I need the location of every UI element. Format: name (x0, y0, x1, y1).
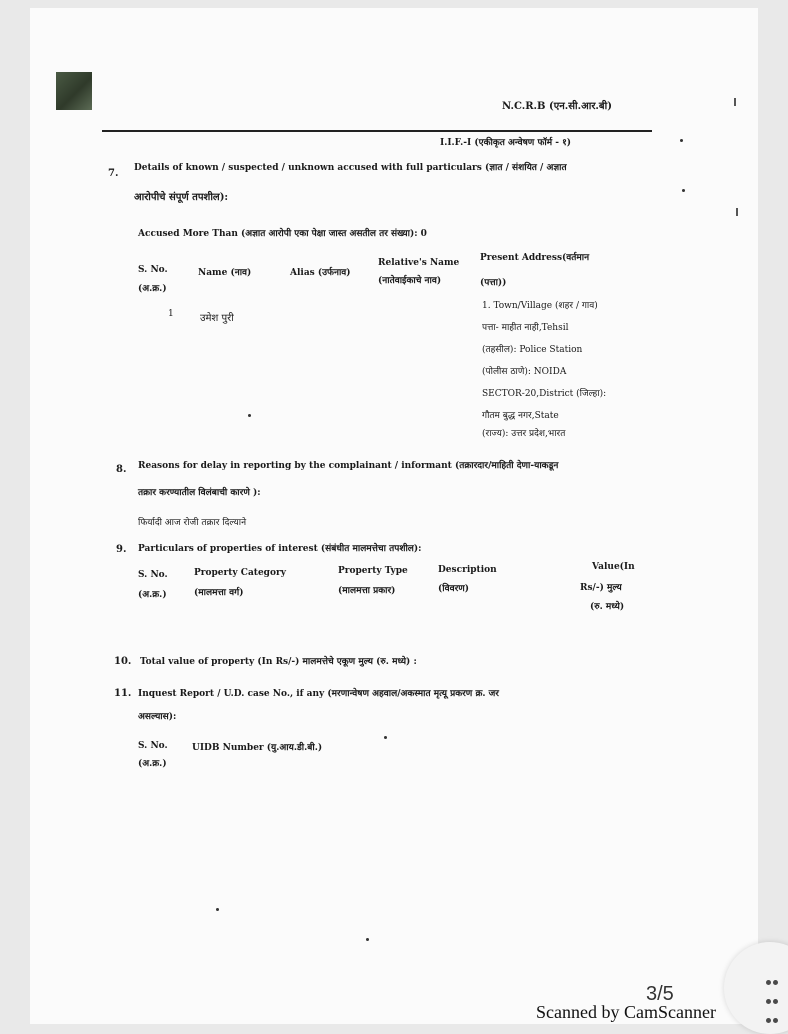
s7-address-line: (राज्य): उत्तर प्रदेश,भारत (482, 429, 566, 439)
section9-number: 9. (116, 544, 127, 555)
s9-col-description-mr: (विवरण) (438, 584, 470, 594)
section11-heading-line2: असल्यास): (138, 712, 177, 722)
s11-col-uidb: UIDB Number (यु.आय.डी.बी.) (192, 743, 323, 753)
section10-text: Total value of property (In Rs/-) मालमत्तेचे एकूण मुल्य (रु. मध्ये) : (140, 657, 417, 667)
section8-heading-line2: तक्रार करण्यातील विलंबाची कारणे ): (138, 488, 261, 498)
s9-col-sno: S. No. (138, 570, 168, 580)
page-indicator: 3/5 (646, 983, 674, 1005)
speck (216, 908, 219, 911)
form-code: I.I.F.-I (एकीकृत अन्वेषण फॉर्म - १) (440, 138, 572, 148)
margin-mark (736, 208, 738, 216)
s9-col-category: Property Category (194, 568, 286, 578)
accused-more-than: Accused More Than (अज्ञात आरोपी एका पेक्षा जास्त असतील तर संख्या): 0 (138, 229, 427, 239)
s11-col-sno: S. No. (138, 741, 168, 751)
corner-stamp (56, 72, 92, 110)
speck (680, 139, 683, 142)
s7-col-sno: S. No. (138, 265, 168, 275)
s7-row-sno: 1 (168, 309, 174, 319)
s9-col-value: Value(In (592, 562, 635, 572)
s9-col-description: Description (438, 565, 497, 575)
s7-address-line: पत्ता- माहीत नाही,Tehsil (482, 323, 569, 333)
s7-row-name: उमेश पुरी (200, 313, 234, 324)
scanned-by-watermark: Scanned by CamScanner (536, 1002, 716, 1022)
section8-number: 8. (116, 464, 127, 475)
s7-address-line: गौतम बुद्ध नगर,State (482, 411, 559, 421)
section10-number: 10. (114, 656, 132, 667)
speck (366, 938, 369, 941)
s9-col-type-mr: (मालमत्ता प्रकार) (338, 586, 396, 596)
s7-address-line: 1. Town/Village (शहर / गाव) (482, 301, 598, 311)
s11-col-sno-mr: (अ.क्र.) (138, 759, 167, 769)
s7-col-sno-mr: (अ.क्र.) (138, 284, 167, 294)
speck (248, 414, 251, 417)
speck (384, 736, 387, 739)
speck (682, 189, 685, 192)
header-rule (102, 130, 652, 132)
s9-col-value-l2: Rs/-) मुल्य (580, 583, 622, 593)
s9-col-type: Property Type (338, 566, 408, 576)
s7-address-line: (तहसील): Police Station (482, 345, 583, 355)
section11-number: 11. (114, 688, 132, 699)
s7-col-alias: Alias (उर्फनाव) (290, 268, 351, 278)
margin-mark (734, 98, 736, 106)
section7-heading-line1: Details of known / suspected / unknown accused with full particulars (ज्ञात / संशयित / अज्ञात (134, 163, 567, 173)
section9-heading: Particulars of properties of interest (संबंधीत मालमत्तेचा तपशील): (138, 544, 422, 554)
s7-col-address: Present Address(वर्तमान (480, 253, 590, 263)
s7-col-relative: Relative's Name (378, 258, 460, 268)
section8-heading-line1: Reasons for delay in reporting by the complainant / informant (तक्रारदार/माहिती देणा-याकडून (138, 461, 559, 471)
s7-address-line: SECTOR-20,District (जिल्हा): (482, 389, 607, 399)
s9-col-value-l3: (रु. मध्ये) (590, 602, 625, 612)
s7-col-address-mr: (पत्ता)) (480, 278, 507, 288)
section7-heading-line2: आरोपीचे संपूर्ण तपशील): (134, 192, 229, 203)
section7-number: 7. (108, 168, 119, 179)
apps-grid-icon[interactable] (766, 972, 780, 1029)
s9-col-sno-mr: (अ.क्र.) (138, 590, 167, 600)
s7-col-relative-mr: (नातेवाईकाचे नाव) (378, 276, 442, 286)
s7-address-line: (पोलीस ठाणे): NOIDA (482, 367, 567, 377)
section11-heading-line1: Inquest Report / U.D. case No., if any (मरणान्वेषण अहवाल/अकस्मात मृत्यू प्रकरण क्र. जर (138, 689, 499, 699)
ncrb-header: N.C.R.B (एन.सी.आर.बी) (502, 101, 612, 112)
s7-col-name: Name (नाव) (198, 268, 252, 278)
s9-col-category-mr: (मालमत्ता वर्ग) (194, 588, 244, 598)
section8-answer: फिर्यादी आज रोजी तक्रार दिल्याने (138, 518, 247, 528)
